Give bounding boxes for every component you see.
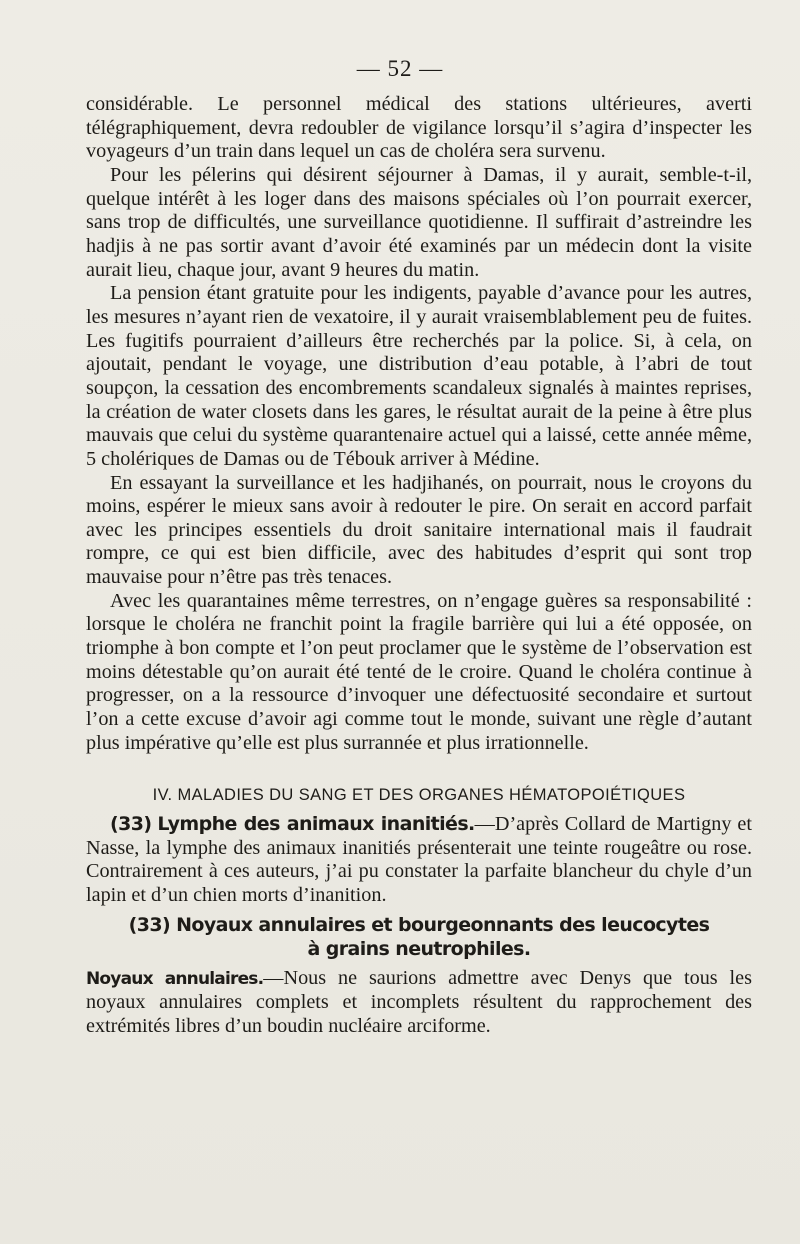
heading-line: à grains neutrophiles. [307,937,531,960]
entry-text: —D’après Collard de Martigny et Nasse, la lymphe des animaux inanitiés présenterait une teinte rougeâtre ou rose. Contrairement à ces auteurs, j’ai pu constater la parfaite blancheur du chyle d’un lapin et d’un chien morts d’inanition. [86,813,753,906]
entry-number: (33) [110,813,152,836]
paragraph: Avec les quarantaines même terrestres, on n’engage guères sa responsabilité : lorsque le choléra ne franchit point la fragile barrière qui lui a été opposée, on triomphe à bon compte et l’on peut proclamer que le système de l’observation est moins détestable qu’on aurait été tenté de le croire. Quand le choléra continue à progresser, on a la ressource d’invoquer une défectuosité secondaire et surtout l’on a cette excuse d’avoir agi comme tout le monde, suivant une règle d’autant plus impérative qu’elle est plus surrannée et plus irrationnelle. [86,589,752,754]
entry-noyaux [86,967,752,1039]
runin-heading: Noyaux annulaires. [86,968,264,989]
entry-lymphe [86,813,752,908]
entry-heading: Lymphe des animaux inanitiés. [157,813,475,836]
entry-heading-noyaux [86,913,752,961]
entry-text: —Nous ne saurions admettre avec Denys que tous les noyaux annulaires complets et incomplets résultent du rapprochement des extrémités libres d’un boudin nucléaire arciforme. [86,966,752,1037]
heading-line: (33) Noyaux annulaires et bourgeonnants des leucocytes [128,913,710,936]
paragraph: En essayant la surveillance et les hadjihanés, on pourrait, nous le croyons du moins, espérer le mieux sans avoir à redouter le pire. On serait en accord parfait avec les principes essentiels du droit sanitaire international mais il faudrait rompre, ce qui est bien difficile, avec des habitudes d’esprit qui sont trop mauvaise pour n’être pas très tenaces. [86,471,752,589]
section-title: IV. MALADIES DU SANG ET DES ORGANES HÉMATOPOIÉTIQUES [152,786,686,805]
page-body [86,93,752,1039]
paragraph: Pour les pélerins qui désirent séjourner à Damas, il y aurait, semble-t-il, quelque intérêt à les loger dans des maisons spéciales où l’on pourrait exercer, sans trop de difficultés, une surveillance quotidienne. Il suffirait d’astreindre les hadjis à ne pas sortir avant d’avoir été examinés par un médecin dont la visite aurait lieu, chaque jour, avant 9 heures du matin. [86,163,752,281]
paragraph: considérable. Le personnel médical des stations ultérieures, averti télégraphiquement, devra redoubler de vigilance lorsqu’il s’agira d’inspecter les voyageurs d’un train dans lequel un cas de choléra sera survenu. [86,93,752,163]
paragraph: La pension étant gratuite pour les indigents, payable d’avance pour les autres, les mesures n’ayant rien de vexatoire, il y aurait vraisemblablement peu de fuites. Les fugitifs pourraient d’ailleurs être recherchés par la police. Si, à cela, on ajoutait, pendant le voyage, une distribution d’eau potable, à l’abri de tout soupçon, la cessation des encombrements scandaleux signalés à maintes reprises, la création de water closets dans les gares, le résultat aurait de la peine à être plus mauvais que celui du système quarantenaire actuel qui a laissé, cette année même, 5 cholériques de Damas ou de Tébouk arriver à Médine. [86,282,752,470]
page-number: — 52 — [356,56,444,81]
